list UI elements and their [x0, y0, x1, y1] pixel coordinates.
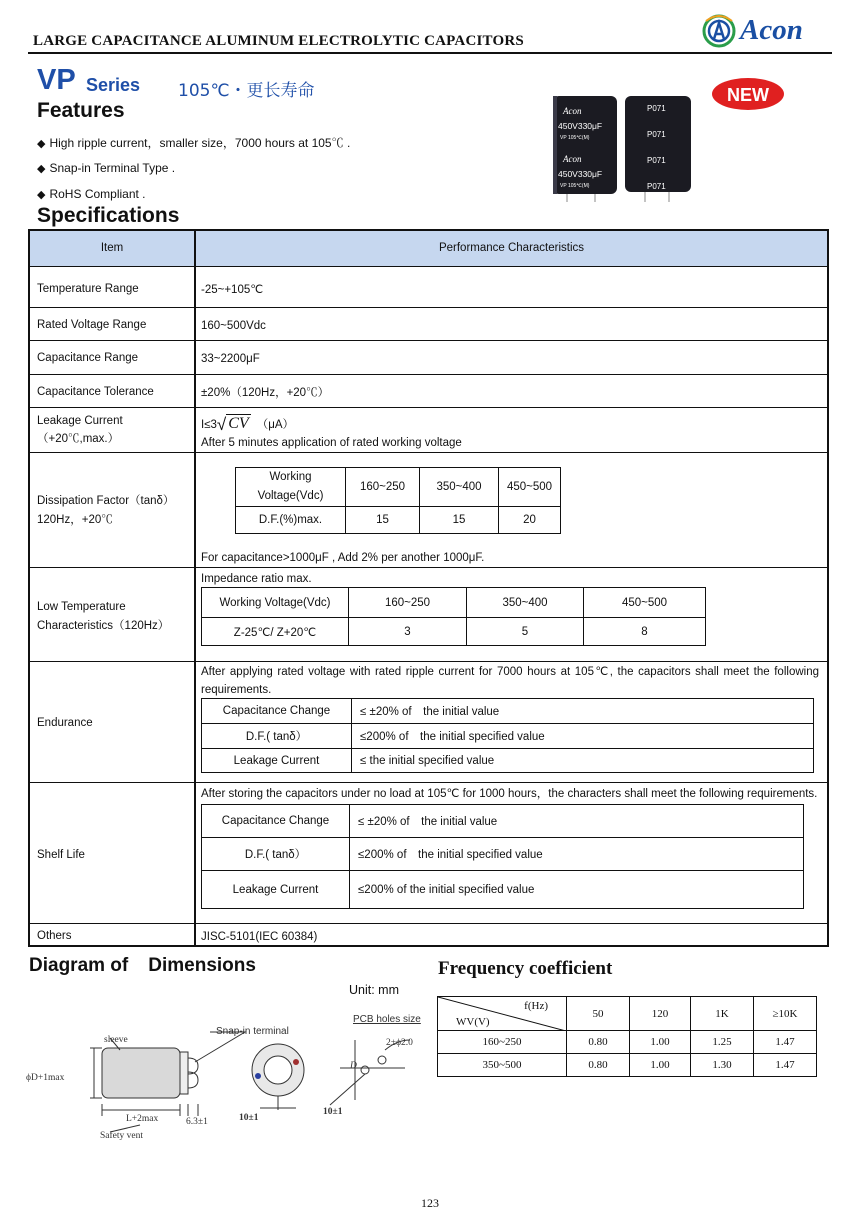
- diamond-bullet-icon: ◆: [37, 163, 46, 175]
- pitch-label: 6.3±1: [186, 1117, 208, 1127]
- table-cell: 160~250: [349, 588, 467, 618]
- product-line-label: VP 105℃(M): [560, 183, 590, 189]
- table-cell: ≤200% of the initial specified value: [350, 871, 804, 909]
- logo-wordmark: Acon: [740, 14, 803, 46]
- table-cell: Leakage Current: [202, 871, 350, 909]
- table-cell: 0.80: [567, 1054, 630, 1077]
- table-cell: 50: [567, 997, 630, 1031]
- table-cell: 160~250: [438, 1031, 567, 1054]
- table-cell: ≤200% of the initial specified value: [352, 724, 814, 749]
- row-value: 33~2200μF: [201, 353, 260, 365]
- header-item: Item: [100, 242, 124, 254]
- d-label: D: [350, 1061, 357, 1071]
- table-cell: 450~500: [584, 588, 706, 618]
- table-row: [30, 374, 827, 407]
- product-rating-label: 450V330μF: [558, 121, 603, 131]
- product-brand-label: Acon: [563, 106, 582, 116]
- corner-cell: [438, 997, 567, 1031]
- row-label: Shelf Life: [37, 849, 85, 861]
- leakage-formula: [201, 414, 294, 435]
- dimension-drawing: [20, 1010, 440, 1145]
- table-cell: 0.80: [567, 1031, 630, 1054]
- product-rating-label: 450V330μF: [558, 169, 603, 179]
- hole-size-label: 2±ϕ2.0: [386, 1038, 413, 1048]
- dimensions-title: [29, 955, 256, 977]
- table-cell: 20: [499, 507, 561, 534]
- table-cell: 5: [467, 618, 584, 646]
- table-cell: ≤200% of the initial specified value: [350, 838, 804, 871]
- table-cell: Capacitance Change: [202, 699, 352, 724]
- header-rule: [28, 52, 832, 54]
- table-row: [30, 567, 827, 661]
- table-row: [30, 340, 827, 374]
- table-header-row: [30, 231, 827, 267]
- table-cell: ≥10K: [754, 997, 817, 1031]
- product-code-label: P071: [647, 104, 666, 113]
- series-subtitle: 105℃・更长寿命: [178, 81, 315, 101]
- diameter-label: ϕD+1max: [26, 1073, 65, 1083]
- table-cell: D.F.( tanδ）: [202, 724, 352, 749]
- shelf-life-table: [201, 804, 804, 909]
- product-brand-label: Acon: [563, 154, 582, 164]
- table-cell: ≤ ±20% of the initial value: [352, 699, 814, 724]
- row-caption: Impedance ratio max.: [201, 573, 312, 585]
- feature-text: High ripple current，smaller size，7000 hours at 105℃ .: [49, 136, 351, 150]
- row-text: requirements.: [201, 684, 272, 696]
- series-word: Series: [86, 75, 141, 95]
- table-cell: 450~500: [499, 468, 561, 507]
- row-label: Others: [37, 930, 72, 942]
- row-value: JISC-5101(IEC 60384): [201, 931, 318, 943]
- sqrt-icon: √: [216, 415, 227, 434]
- snap-in-label: Snap-in terminal: [216, 1026, 289, 1037]
- row-note: For capacitance>1000μF , Add 2% per another 1000μF.: [201, 552, 485, 564]
- corner-bottom: WV(V): [456, 1016, 490, 1028]
- new-badge-text: NEW: [727, 85, 769, 105]
- features-title: Features: [37, 99, 125, 122]
- table-cell: 350~500: [438, 1054, 567, 1077]
- impedance-table: [201, 587, 706, 646]
- specifications-title: Specifications: [37, 204, 180, 227]
- frequency-title: Frequency coefficient: [438, 958, 613, 979]
- row-label: Endurance: [37, 717, 93, 729]
- table-cell: 350~400: [420, 468, 499, 507]
- row-label: （+20℃,max.）: [37, 433, 120, 445]
- specifications-table: [28, 229, 829, 947]
- table-cell: 15: [420, 507, 499, 534]
- row-text: After storing the capacitors under no load at 105℃ for 1000 hours，the characters shall meet the following requirements.: [201, 788, 818, 800]
- table-cell: Capacitance Change: [202, 805, 350, 838]
- table-cell: 1.25: [691, 1031, 754, 1054]
- product-code-label: P071: [647, 130, 666, 139]
- safety-vent-label: Safety vent: [100, 1131, 144, 1141]
- feature-text: RoHS Compliant .: [49, 187, 146, 201]
- product-image: [545, 92, 705, 204]
- unit-label: Unit: mm: [349, 983, 399, 997]
- table-cell: Voltage(Vdc): [257, 490, 324, 502]
- document-title: LARGE CAPACITANCE ALUMINUM ELECTROLYTIC CAPACITORS: [33, 33, 524, 49]
- feature-item: [37, 161, 175, 175]
- feature-item: [37, 134, 350, 151]
- frequency-table: [437, 996, 817, 1077]
- product-code-label: P071: [647, 182, 666, 191]
- sleeve-label: sleeve: [104, 1035, 128, 1045]
- corner-top: f(Hz): [524, 1000, 548, 1012]
- table-cell: 350~400: [467, 588, 584, 618]
- table-cell: D.F.( tanδ）: [202, 838, 350, 871]
- table-row: [30, 923, 827, 947]
- company-logo: [702, 12, 827, 52]
- table-cell: 1.47: [754, 1054, 817, 1077]
- table-cell: 15: [346, 507, 420, 534]
- table-row: [30, 407, 827, 452]
- table-cell: 1.00: [630, 1054, 691, 1077]
- table-cell: D.F.(%)max.: [236, 507, 346, 534]
- new-badge: [710, 76, 786, 112]
- table-cell: 1.00: [630, 1031, 691, 1054]
- table-cell: 3: [349, 618, 467, 646]
- lead-length-label: 10±1: [323, 1107, 343, 1117]
- logo-emblem-icon: [702, 13, 740, 51]
- table-cell: 8: [584, 618, 706, 646]
- endurance-table: [201, 698, 814, 773]
- row-label: Capacitance Range: [37, 352, 139, 364]
- row-label: Temperature Range: [37, 283, 139, 295]
- table-row: [30, 782, 827, 923]
- diamond-bullet-icon: ◆: [37, 138, 46, 150]
- table-cell: Working: [269, 471, 312, 483]
- pcb-holes-label: PCB holes size: [353, 1014, 421, 1025]
- dimensions-title-b: Dimensions: [148, 955, 256, 976]
- row-label: Characteristics（120Hz）: [37, 620, 170, 632]
- row-label: Low Temperature: [37, 601, 126, 613]
- diamond-bullet-icon: ◆: [37, 189, 46, 201]
- row-value: -25~+105℃: [201, 284, 264, 296]
- formula-prefix: I≤3: [201, 419, 217, 431]
- table-cell: Working Voltage(Vdc): [202, 588, 349, 618]
- length-label: L+2max: [126, 1114, 159, 1124]
- row-text: After applying rated voltage with rated ripple current for 7000 hours at 105℃, the capacitors shall meet the following: [201, 666, 819, 678]
- table-cell: Leakage Current: [202, 749, 352, 773]
- table-cell: 120: [630, 997, 691, 1031]
- table-cell: 1.30: [691, 1054, 754, 1077]
- table-row: [30, 661, 827, 782]
- dissipation-table: [235, 467, 561, 534]
- table-cell: Z-25℃/ Z+20℃: [202, 618, 349, 646]
- header-performance: Performance Characteristics: [438, 242, 585, 254]
- series-code: VP: [37, 64, 76, 96]
- table-row: [30, 307, 827, 340]
- table-cell: 1K: [691, 997, 754, 1031]
- feature-item: [37, 187, 146, 201]
- table-row: [30, 452, 827, 567]
- row-value: After 5 minutes application of rated working voltage: [201, 437, 462, 449]
- row-label: Leakage Current: [37, 415, 123, 427]
- row-label: Rated Voltage Range: [37, 319, 147, 331]
- row-label: Dissipation Factor（tanδ）: [37, 495, 175, 507]
- product-line-label: VP 105℃(M): [560, 135, 590, 141]
- row-value: ±20%（120Hz，+20℃）: [201, 387, 330, 399]
- lead-length-label: 10±1: [239, 1113, 259, 1123]
- row-label: Capacitance Tolerance: [37, 386, 154, 398]
- formula-cv: CV: [228, 415, 249, 432]
- table-cell: 1.47: [754, 1031, 817, 1054]
- table-cell: ≤ ±20% of the initial value: [350, 805, 804, 838]
- feature-text: Snap-in Terminal Type .: [49, 161, 176, 175]
- table-cell: ≤ the initial specified value: [352, 749, 814, 773]
- row-value: 160~500Vdc: [201, 320, 266, 332]
- table-cell: 160~250: [346, 468, 420, 507]
- product-code-label: P071: [647, 156, 666, 165]
- dimensions-title-a: Diagram of: [29, 955, 129, 976]
- row-label: 120Hz，+20℃: [37, 514, 113, 526]
- page-number: 123: [421, 1196, 439, 1210]
- table-row: [30, 266, 827, 307]
- formula-unit: （μA）: [256, 419, 294, 431]
